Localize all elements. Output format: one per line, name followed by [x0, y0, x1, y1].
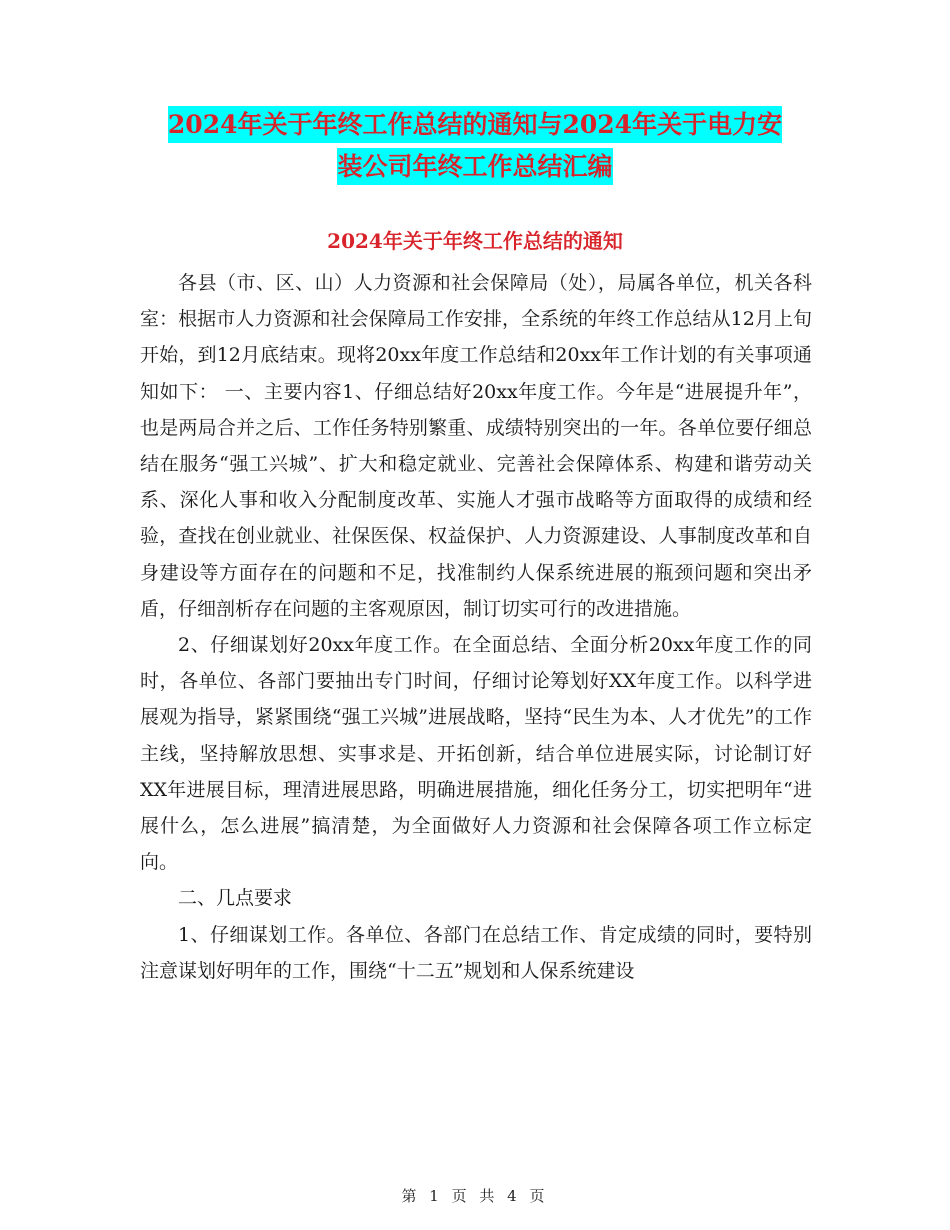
title-line-2: 装公司年终工作总结汇编 [337, 148, 612, 185]
paragraph-2: 2、仔细谋划好20xx年度工作。在全面总结、全面分析20xx年度工作的同时，各单位、各部门要抽出专门时间，仔细讨论筹划好XX年度工作。以科学进展观为指导，紧紧围绕“强工兴城”进展战略，坚持“民生为本、人才优先”的工作主线，坚持解放思想、实事求是、开拓创新，结合单位进展实际，讨论制订好XX年进展目标，理清进展思路，明确进展措施，细化任务分工，切实把明年“进展什么，怎么进展”搞清楚，为全面做好人力资源和社会保障各项工作立标定向。 [140, 634, 812, 874]
paragraph-4: 1、仔细谋划工作。各单位、各部门在总结工作、肯定成绩的同时，要特别注意谋划好明年的工作，围绕“十二五”规划和人保系统建设 [140, 923, 812, 982]
document-title [140, 112, 810, 196]
page-footer: 第 1 页 共 4 页 [401, 1187, 549, 1205]
title-line-1: 2024年关于年终工作总结的通知与2024年关于电力安 [168, 106, 782, 143]
paragraph-3: 二、几点要求 [178, 887, 293, 910]
section-title: 2024年关于年终工作总结的通知 [327, 229, 623, 253]
document-body [140, 265, 812, 989]
paragraph-1: 各县（市、区、山）人力资源和社会保障局（处），局属各单位，机关各科室：根据市人力资源和社会保障局工作安排，全系统的年终工作总结从12月上旬开始，到12月底结束。现将20xx年度工作总结和20xx年工作计划的有关事项通知如下： 一、主要内容1、仔细总结好20xx年度工作。今年是“进展提升年”，也是两局合并之后、工作任务特别繁重、成绩特别突出的一年。各单位要仔细总结在服务“强工兴城”、扩大和稳定就业、完善社会保障体系、构建和谐劳动关系、深化人事和收入分配制度改革、实施人才强市战略等方面取得的成绩和经验，查找在创业就业、社保医保、权益保护、人力资源建设、人事制度改革和自身建设等方面存在的问题和不足，找准制约人保系统进展的瓶颈问题和突出矛盾，仔细剖析存在问题的主客观原因，制订切实可行的改进措施。 [140, 272, 812, 620]
